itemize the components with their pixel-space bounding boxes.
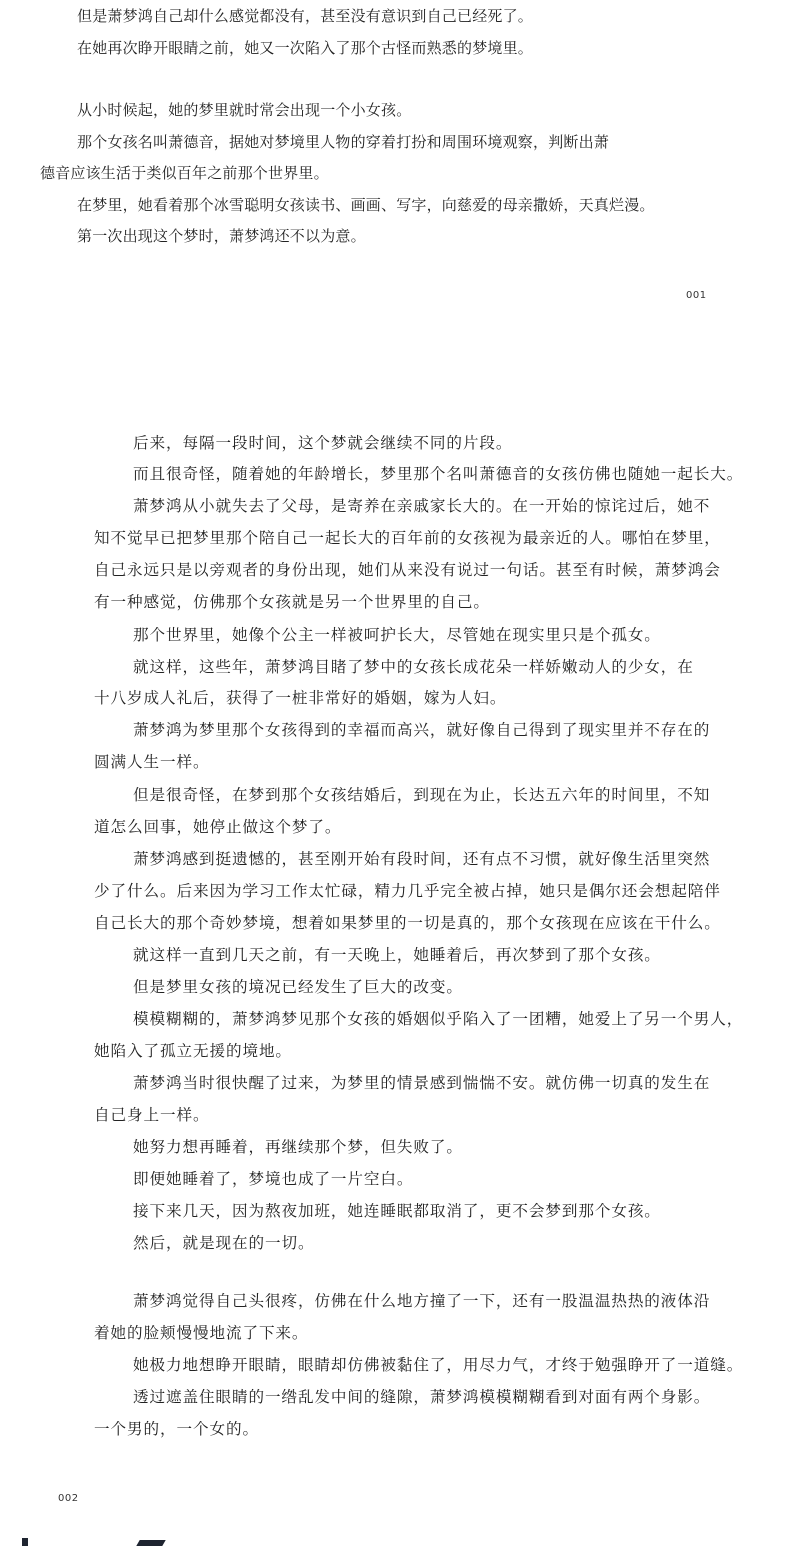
- text-line: 道怎么回事，她停止做这个梦了。: [94, 818, 342, 836]
- page-number: 001: [686, 290, 707, 301]
- text-line: 但是梦里女孩的境况已经发生了巨大的改变。: [133, 978, 463, 996]
- text-line: 自己身上一样。: [94, 1106, 210, 1124]
- page-002: [0, 420, 790, 1546]
- text-line: 十八岁成人礼后，获得了一桩非常好的婚姻，嫁为人妇。: [94, 689, 507, 707]
- text-line: 知不觉早已把梦里那个陪自己一起长大的百年前的女孩视为最亲近的人。哪怕在梦里，: [94, 529, 721, 547]
- text-line: 接下来几天，因为熬夜加班，她连睡眠都取消了，更不会梦到那个女孩。: [133, 1202, 661, 1220]
- page-number: 002: [58, 1493, 79, 1504]
- scan-artifact: [22, 1538, 28, 1546]
- text-line: 少了什么。后来因为学习工作太忙碌，精力几乎完全被占掉，她只是偶尔还会想起陪伴: [94, 882, 721, 900]
- text-line: 着她的脸颊慢慢地流了下来。: [94, 1324, 309, 1342]
- text-line: 在她再次睁开眼睛之前，她又一次陷入了那个古怪而熟悉的梦境里。: [77, 39, 534, 57]
- text-line: 模模糊糊的，萧梦鸿梦见那个女孩的婚姻似乎陷入了一团糟，她爱上了另一个男人，: [133, 1010, 744, 1028]
- text-line: 她极力地想睁开眼睛，眼睛却仿佛被黏住了，用尽力气，才终于勉强睁开了一道缝。: [133, 1356, 744, 1374]
- text-line: 就这样，这些年，萧梦鸿目睹了梦中的女孩长成花朵一样娇嫩动人的少女，在: [133, 658, 694, 676]
- text-line: 就这样一直到几天之前，有一天晚上，她睡着后，再次梦到了那个女孩。: [133, 946, 661, 964]
- text-line: 然后，就是现在的一切。: [133, 1234, 315, 1252]
- text-line: 透过遮盖住眼睛的一绺乱发中间的缝隙，萧梦鸿模模糊糊看到对面有两个身影。: [133, 1388, 711, 1406]
- text-line: 即便她睡着了，梦境也成了一片空白。: [133, 1170, 414, 1188]
- text-line: 而且很奇怪，随着她的年龄增长，梦里那个名叫萧德音的女孩仿佛也随她一起长大。: [133, 465, 744, 483]
- text-line: 萧梦鸿当时很快醒了过来，为梦里的情景感到惴惴不安。就仿佛一切真的发生在: [133, 1074, 711, 1092]
- text-line: 萧梦鸿为梦里那个女孩得到的幸福而高兴，就好像自己得到了现实里并不存在的: [133, 721, 711, 739]
- text-line: 萧梦鸿从小就失去了父母，是寄养在亲戚家长大的。在一开始的惊诧过后，她不: [133, 497, 711, 515]
- text-line: 自己永远只是以旁观者的身份出现，她们从来没有说过一句话。甚至有时候，萧梦鸿会: [94, 561, 721, 579]
- text-line: 一个男的，一个女的。: [94, 1420, 259, 1438]
- text-line: 那个世界里，她像个公主一样被呵护长大，尽管她在现实里只是个孤女。: [133, 626, 661, 644]
- text-line: 后来，每隔一段时间，这个梦就会继续不同的片段。: [133, 434, 513, 452]
- text-line: 她陷入了孤立无援的境地。: [94, 1042, 292, 1060]
- page-001: [0, 0, 790, 330]
- text-line: 萧梦鸿觉得自己头很疼，仿佛在什么地方撞了一下，还有一股温温热热的液体沿: [133, 1292, 711, 1310]
- text-line: 自己长大的那个奇妙梦境，想着如果梦里的一切是真的，那个女孩现在应该在干什么。: [94, 914, 721, 932]
- text-line: 那个女孩名叫萧德音，据她对梦境里人物的穿着打扮和周围环境观察，判断出萧: [77, 133, 610, 151]
- scan-artifact: [136, 1540, 165, 1546]
- text-line: 圆满人生一样。: [94, 753, 210, 771]
- text-line: 有一种感觉，仿佛那个女孩就是另一个世界里的自己。: [94, 593, 490, 611]
- text-line: 萧梦鸿感到挺遗憾的，甚至刚开始有段时间，还有点不习惯，就好像生活里突然: [133, 850, 711, 868]
- text-line: 第一次出现这个梦时，萧梦鸿还不以为意。: [77, 227, 366, 245]
- text-line: 但是很奇怪，在梦到那个女孩结婚后，到现在为止，长达五六年的时间里，不知: [133, 786, 711, 804]
- text-line: 德音应该生活于类似百年之前那个世界里。: [40, 164, 329, 182]
- text-line: 她努力想再睡着，再继续那个梦，但失败了。: [133, 1138, 463, 1156]
- text-line: 在梦里，她看着那个冰雪聪明女孩读书、画画、写字，向慈爱的母亲撒娇，天真烂漫。: [77, 196, 655, 214]
- text-line: 从小时候起，她的梦里就时常会出现一个小女孩。: [77, 101, 412, 119]
- text-line: 但是萧梦鸿自己却什么感觉都没有，甚至没有意识到自己已经死了。: [77, 7, 534, 25]
